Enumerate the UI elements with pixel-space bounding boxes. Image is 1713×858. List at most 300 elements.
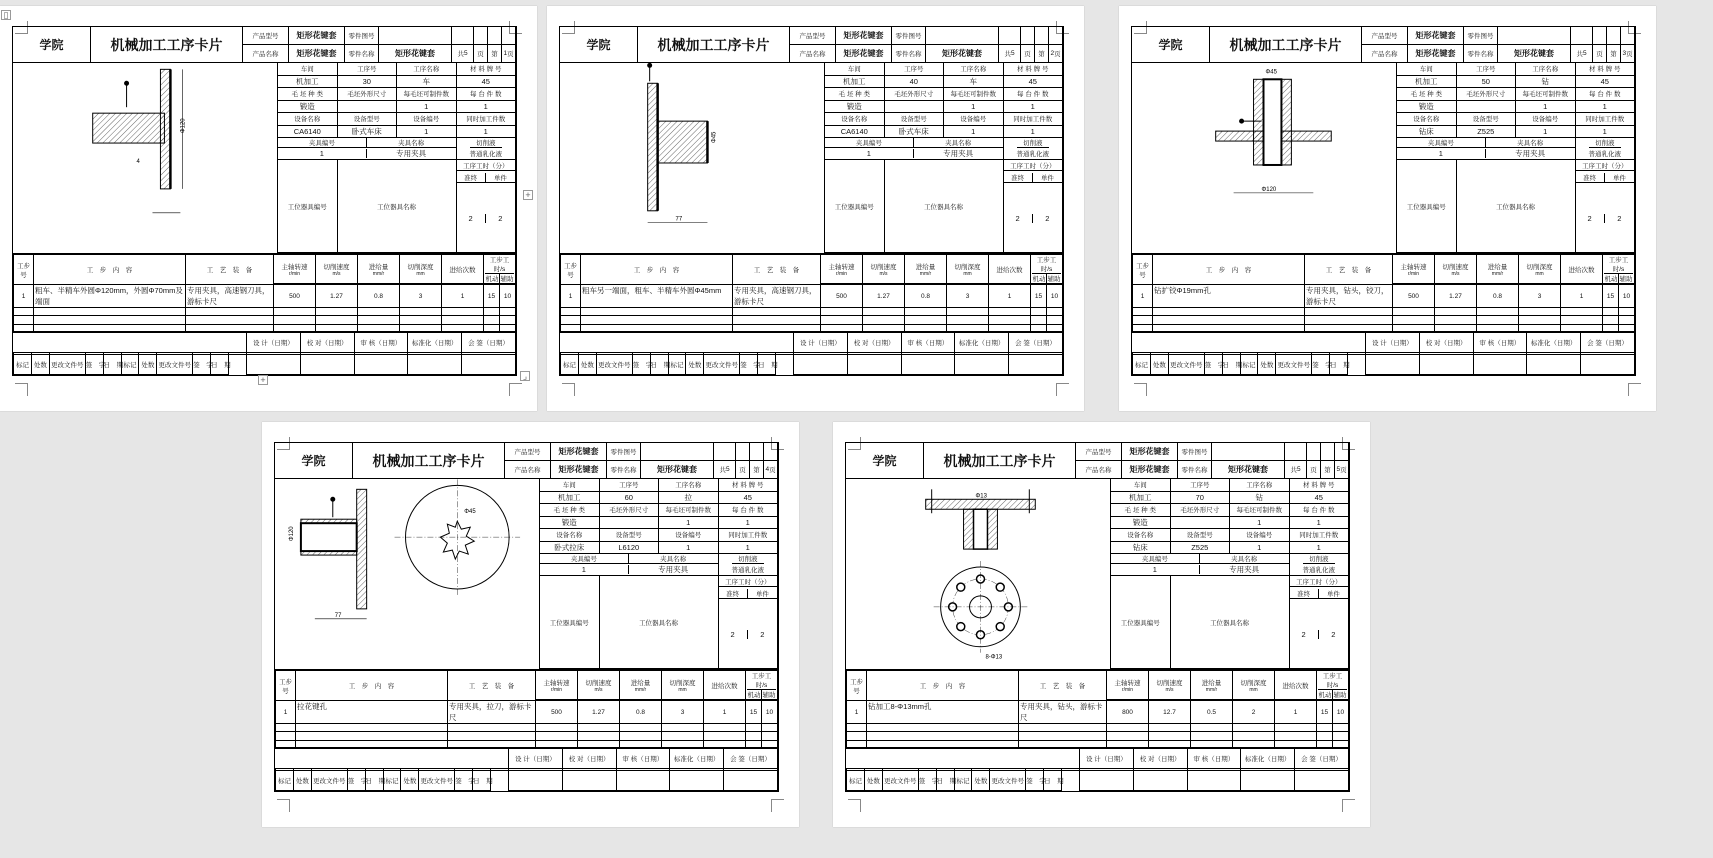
fixture-block	[540, 554, 719, 576]
unit-time: 2	[760, 629, 765, 639]
prep-time: 2	[1576, 214, 1605, 223]
fixture-no-value: 1	[540, 565, 629, 574]
card-header	[560, 27, 1063, 63]
equip-no-value: 1	[1516, 126, 1576, 139]
col-time: 工步工时/s 机动 辅助	[484, 255, 516, 284]
col-step-no: 工步号	[14, 255, 34, 285]
blank-count-value: 1	[397, 101, 457, 114]
crop-mark	[277, 799, 290, 812]
review-date-label: 审 核（日期）	[354, 333, 408, 353]
total-label: 共 5	[1571, 45, 1593, 63]
empty-cell	[488, 27, 502, 45]
step-feed: 0.8	[358, 285, 400, 308]
workshop-label: 车间	[825, 63, 885, 76]
per-unit-label: 每 台 件 数	[457, 88, 517, 101]
process-name-value: 车	[944, 76, 1004, 89]
part-drawing	[846, 479, 1111, 669]
part-name: 矩形花键套	[379, 45, 452, 63]
review-date-label: 审 核（日期）	[616, 749, 670, 769]
table-row	[276, 701, 778, 724]
fixture-block	[825, 138, 1004, 160]
col-equipment: 工 艺 装 备	[1019, 671, 1107, 701]
step-passes: 1	[1275, 701, 1317, 724]
process-name-label: 工序名称	[1516, 63, 1576, 76]
doc-label: 更改文件号	[419, 771, 455, 791]
signature-label: 签 字	[347, 771, 365, 791]
time-label: 工序工时（分）	[457, 161, 516, 171]
fixture-no-label: 夹具编号	[278, 138, 367, 148]
place-label: 处数	[1258, 355, 1276, 375]
mark-label: 标记	[847, 771, 865, 791]
date-label: 日 期	[936, 771, 954, 791]
fixture-name-value: 专用夹具	[396, 149, 427, 158]
blank-type-value: 锻造	[825, 101, 885, 114]
card-title: 机械加工工序卡片	[638, 27, 790, 62]
time-block	[1290, 576, 1350, 669]
page-label: 页	[736, 461, 750, 479]
equip-model-value: Z525	[1457, 126, 1517, 139]
signature-label: 签 字	[1026, 771, 1044, 791]
fixture-no-value: 1	[278, 149, 367, 158]
unit-time: 2	[1617, 213, 1622, 223]
sign-date-label: 会 签（日期）	[1009, 333, 1063, 353]
process-name-value: 钻	[1230, 492, 1290, 505]
school-name: 学院	[1132, 27, 1210, 62]
card-title: 机械加工工序卡片	[1210, 27, 1362, 62]
step-depth: 2	[1233, 701, 1275, 724]
step-speed: 800	[1107, 701, 1149, 724]
equip-model-value: 卧式车床	[338, 126, 398, 139]
signature-label: 签 字	[918, 771, 936, 791]
sheet-label: 第	[1607, 45, 1621, 63]
col-depth: 切削深度 mm	[400, 255, 442, 284]
coolant-label: 切削液	[1589, 138, 1622, 148]
workshop-value: 机加工	[1397, 76, 1457, 89]
coolant-label: 切削液	[1017, 138, 1050, 148]
bolt-hole	[957, 623, 965, 631]
steps-table	[275, 669, 778, 749]
crop-mark	[771, 799, 784, 812]
empty-cell	[714, 443, 736, 461]
blank-type-value: 锻造	[540, 517, 600, 530]
unit-time: 2	[1045, 213, 1050, 223]
blank-size-value	[885, 101, 945, 114]
process-info-grid	[825, 63, 1063, 253]
dim-label: Φ120	[1261, 186, 1277, 193]
part-no-value	[926, 27, 999, 45]
step-content: 拉花键孔	[296, 701, 448, 724]
workshop-value: 机加工	[1111, 492, 1171, 505]
doc-label: 更改文件号	[157, 355, 193, 375]
step-no: 1	[1133, 285, 1153, 308]
standard-date-label: 标准化（日期）	[670, 749, 724, 769]
prep-label: 准终	[1290, 589, 1319, 599]
part-no-label: 零件图号	[345, 27, 379, 45]
unit-label: 单件	[486, 173, 515, 183]
col-step-no: 工步号	[1133, 255, 1153, 285]
blank-count-label: 每毛坯可制件数	[659, 504, 719, 517]
product-name-label: 产品名称	[1076, 461, 1122, 479]
dim-label: 4	[136, 158, 140, 165]
date-label: 日 期	[758, 355, 776, 375]
sheet-label: 第	[750, 461, 764, 479]
check-date-label: 校 对（日期）	[1133, 749, 1187, 769]
empty-cell	[1035, 27, 1049, 45]
per-unit-label: 每 台 件 数	[1004, 88, 1064, 101]
step-tool: 专用夹具，高速钢刀具，游标卡尺	[733, 285, 821, 308]
total-pages: 5	[1582, 50, 1587, 57]
time-label: 工序工时（分）	[1576, 161, 1635, 171]
step-cut: 1.27	[1435, 285, 1477, 308]
table-row	[276, 724, 778, 732]
total-label: 共 5	[714, 461, 736, 479]
col-speed: 主轴转速 r/min	[1393, 255, 1435, 284]
col-equipment: 工 艺 装 备	[186, 255, 274, 285]
check-date-label: 校 对（日期）	[1419, 333, 1473, 353]
part-name-label: 零件名称	[1178, 461, 1212, 479]
product-model-label: 产品型号	[1362, 27, 1408, 45]
product-name: 矩形花键套	[836, 45, 892, 63]
coolant-block	[719, 554, 779, 576]
design-date-label: 设 计（日期）	[508, 749, 562, 769]
empty-cell	[1335, 443, 1349, 461]
place-label: 处数	[972, 771, 990, 791]
bolt-hole	[957, 583, 965, 591]
place-label: 处数	[31, 355, 49, 375]
header-grid	[243, 27, 516, 62]
expand-left-button[interactable]: ▯	[1, 10, 11, 20]
mark-label: 标记	[14, 355, 32, 375]
equip-model-value: L6120	[600, 542, 660, 555]
place-label: 处数	[139, 355, 157, 375]
step-aux: 10	[1619, 285, 1635, 308]
step-machine: 15	[1031, 285, 1047, 308]
mark-label: 标记	[561, 355, 579, 375]
step-aux: 10	[1333, 701, 1349, 724]
mark-label: 标记	[668, 355, 686, 375]
standard-date-label: 标准化（日期）	[1241, 749, 1295, 769]
col-depth: 切削深度 mm	[662, 671, 704, 700]
table-row	[561, 285, 1063, 308]
date-label: 日 期	[1044, 771, 1062, 791]
col-feed: 进给量 mm/r	[620, 671, 662, 700]
blank-size-value	[338, 101, 398, 114]
station-tool-name-label: 工位器具名称	[338, 160, 457, 253]
empty-cell	[1571, 27, 1593, 45]
step-feed: 0.8	[1477, 285, 1519, 308]
empty-cell	[1307, 443, 1321, 461]
product-name: 矩形花键套	[289, 45, 345, 63]
simul-label: 同时加工件数	[457, 113, 517, 126]
equip-model-value: Z525	[1171, 542, 1231, 555]
part-drawing	[275, 479, 540, 669]
step-machine: 15	[746, 701, 762, 724]
station-tool-no-label: 工位器具编号	[1111, 576, 1171, 669]
process-info-grid	[1111, 479, 1349, 669]
blank-count-value: 1	[1516, 101, 1576, 114]
unit-time: 2	[498, 213, 503, 223]
station-tool-no-label: 工位器具编号	[278, 160, 338, 253]
signature-block	[846, 747, 1349, 791]
equip-model-label: 设备型号	[600, 529, 660, 542]
process-no-label: 工序号	[338, 63, 398, 76]
equip-model-value: 卧式车床	[885, 126, 945, 139]
process-name-label: 工序名称	[397, 63, 457, 76]
part-name: 矩形花键套	[641, 461, 714, 479]
empty-cell	[1607, 27, 1621, 45]
dim-label: Φ45	[1265, 69, 1277, 76]
empty-cell	[1593, 27, 1607, 45]
material-label: 材 料 牌 号	[1004, 63, 1064, 76]
school-name: 学院	[560, 27, 638, 62]
simul-label: 同时加工件数	[719, 529, 779, 542]
page-number: 3 页	[1621, 45, 1635, 63]
workshop-label: 车间	[540, 479, 600, 492]
empty-cell	[736, 443, 750, 461]
add-page-right-button[interactable]: +	[523, 190, 533, 200]
part-no-label: 零件图号	[892, 27, 926, 45]
workshop-label: 车间	[278, 63, 338, 76]
check-date-label: 校 对（日期）	[847, 333, 901, 353]
fixture-block	[1111, 554, 1290, 576]
part-drawing	[13, 63, 278, 253]
standard-date-label: 标准化（日期）	[408, 333, 462, 353]
col-speed: 主轴转速 r/min	[821, 255, 863, 284]
part-no-value	[1212, 443, 1285, 461]
step-tool: 专用夹具，拉刀，游标卡尺	[448, 701, 536, 724]
equip-model-label: 设备型号	[885, 113, 945, 126]
date-label: 日 期	[211, 355, 229, 375]
page-label: 页	[474, 45, 488, 63]
blank-count-value: 1	[1230, 517, 1290, 530]
page-number: 4 页	[764, 461, 778, 479]
equip-model-label: 设备型号	[1171, 529, 1231, 542]
crop-mark	[15, 383, 28, 396]
product-name-label: 产品名称	[1362, 45, 1408, 63]
process-card	[274, 442, 779, 792]
standard-date-label: 标准化（日期）	[955, 333, 1009, 353]
part-name: 矩形花键套	[926, 45, 999, 63]
col-step-no: 工步号	[561, 255, 581, 285]
blank-type-label: 毛 坯 种 类	[540, 504, 600, 517]
fixture-name-label: 夹具名称	[367, 138, 456, 148]
signature-block	[275, 747, 778, 791]
mark-label: 标记	[383, 771, 401, 791]
process-name-label: 工序名称	[1230, 479, 1290, 492]
step-content: 粗车另一端面，粗车、半精车外圆Φ45mm	[581, 285, 733, 308]
station-tool-no-label: 工位器具编号	[825, 160, 885, 253]
empty-cell	[1285, 443, 1307, 461]
step-cut: 1.27	[578, 701, 620, 724]
equip-name-value: CA6140	[825, 126, 885, 139]
blank-size-value	[600, 517, 660, 530]
fixture-no-label: 夹具编号	[1397, 138, 1486, 148]
part-no-label: 零件图号	[1464, 27, 1498, 45]
doc-label: 更改文件号	[49, 355, 85, 375]
card-header	[13, 27, 516, 63]
empty-cell	[502, 27, 516, 45]
col-equipment: 工 艺 装 备	[733, 255, 821, 285]
signature-label: 签 字	[1312, 355, 1330, 375]
prep-label: 准终	[1576, 173, 1605, 183]
date-label: 日 期	[650, 355, 668, 375]
col-passes: 进给次数	[1561, 255, 1603, 284]
col-feed: 进给量 mm/r	[358, 255, 400, 284]
equip-name-value: 钻床	[1111, 542, 1171, 555]
col-content: 工 步 内 容	[1153, 255, 1305, 285]
page-number: 5 页	[1335, 461, 1349, 479]
signature-label: 签 字	[740, 355, 758, 375]
material-value: 45	[719, 492, 779, 505]
dim-label: Φ45	[464, 509, 476, 516]
total-pages: 5	[725, 466, 730, 473]
header-grid	[505, 443, 778, 478]
simul-value: 1	[719, 542, 779, 555]
table-row	[14, 308, 516, 316]
blank-type-label: 毛 坯 种 类	[825, 88, 885, 101]
signature-block	[560, 331, 1063, 375]
table-row	[276, 732, 778, 740]
product-model-label: 产品型号	[790, 27, 836, 45]
col-feed: 进给量 mm/r	[1477, 255, 1519, 284]
station-tool-name-label: 工位器具名称	[1457, 160, 1576, 253]
blank-type-label: 毛 坯 种 类	[278, 88, 338, 101]
dim-label: Φ13	[975, 493, 987, 500]
equip-no-value: 1	[397, 126, 457, 139]
total-pages: 5	[1010, 50, 1015, 57]
prep-time: 2	[1290, 630, 1319, 639]
col-depth: 切削深度 mm	[947, 255, 989, 284]
per-unit-label: 每 台 件 数	[719, 504, 779, 517]
table-row	[561, 316, 1063, 324]
col-cut: 切削速度 m/s	[1435, 255, 1477, 284]
document-page-4	[262, 422, 799, 827]
sheet-label: 第	[1321, 461, 1335, 479]
process-no-value: 40	[885, 76, 945, 89]
process-no-value: 60	[600, 492, 660, 505]
per-unit-value: 1	[1004, 101, 1064, 114]
fixture-no-label: 夹具编号	[1111, 554, 1200, 564]
signature-block	[1132, 331, 1635, 375]
station-tool-name-label: 工位器具名称	[600, 576, 719, 669]
process-no-value: 30	[338, 76, 398, 89]
dim-label: 77	[334, 612, 342, 619]
step-depth: 3	[947, 285, 989, 308]
unit-label: 单件	[1033, 173, 1062, 183]
time-block	[1576, 160, 1636, 253]
col-cut: 切削速度 m/s	[316, 255, 358, 284]
document-page-5	[833, 422, 1370, 827]
process-name-label: 工序名称	[659, 479, 719, 492]
simul-value: 1	[1004, 126, 1064, 139]
workshop-value: 机加工	[825, 76, 885, 89]
part-drawing	[560, 63, 825, 253]
simul-value: 1	[1576, 126, 1636, 139]
simul-label: 同时加工件数	[1576, 113, 1636, 126]
product-model-label: 产品型号	[1076, 443, 1122, 461]
school-name: 学院	[13, 27, 91, 62]
blank-count-value: 1	[944, 101, 1004, 114]
step-passes: 1	[1561, 285, 1603, 308]
equip-no-label: 设备编号	[1230, 529, 1290, 542]
part-no-value	[379, 27, 452, 45]
col-cut: 切削速度 m/s	[863, 255, 905, 284]
part-no-value	[1498, 27, 1571, 45]
table-row	[14, 316, 516, 324]
place-label: 处数	[686, 355, 704, 375]
col-time: 工步工时/s 机动 辅助	[1317, 671, 1349, 700]
table-row	[1133, 285, 1635, 308]
design-date-label: 设 计（日期）	[1365, 333, 1419, 353]
sign-date-label: 会 签（日期）	[1295, 749, 1349, 769]
col-passes: 进给次数	[704, 671, 746, 700]
empty-cell	[764, 443, 778, 461]
step-tool: 专用夹具，钻头，游标卡尺	[1019, 701, 1107, 724]
process-info-grid	[1397, 63, 1635, 253]
equip-model-label: 设备型号	[338, 113, 398, 126]
date-label: 日 期	[103, 355, 121, 375]
header-grid	[1076, 443, 1349, 478]
simul-value: 1	[1290, 542, 1350, 555]
part-name: 矩形花键套	[1212, 461, 1285, 479]
equip-no-label: 设备编号	[397, 113, 457, 126]
col-depth: 切削深度 mm	[1233, 671, 1275, 700]
product-name-label: 产品名称	[790, 45, 836, 63]
step-passes: 1	[989, 285, 1031, 308]
doc-label: 更改文件号	[882, 771, 918, 791]
page-label: 页	[1307, 461, 1321, 479]
equip-name-label: 设备名称	[1111, 529, 1171, 542]
review-date-label: 审 核（日期）	[901, 333, 955, 353]
place-label: 处数	[578, 355, 596, 375]
step-aux: 10	[500, 285, 516, 308]
simul-value: 1	[457, 126, 517, 139]
step-machine: 15	[1603, 285, 1619, 308]
step-feed: 0.5	[1191, 701, 1233, 724]
doc-label: 更改文件号	[990, 771, 1026, 791]
resize-handle-icon[interactable]: ⌟	[520, 371, 530, 381]
product-model: 矩形花键套	[289, 27, 345, 45]
process-no-label: 工序号	[1171, 479, 1231, 492]
per-unit-value: 1	[719, 517, 779, 530]
unit-label: 单件	[1319, 589, 1348, 599]
col-passes: 进给次数	[442, 255, 484, 284]
signature-label: 签 字	[455, 771, 473, 791]
equip-no-label: 设备编号	[659, 529, 719, 542]
doc-label: 更改文件号	[311, 771, 347, 791]
steps-table	[1132, 253, 1635, 333]
document-page-3	[1119, 6, 1656, 411]
equip-no-value: 1	[944, 126, 1004, 139]
fixture-name-label: 夹具名称	[1486, 138, 1575, 148]
total-pages: 5	[1296, 466, 1301, 473]
mark-label: 标记	[954, 771, 972, 791]
equip-no-label: 设备编号	[1516, 113, 1576, 126]
col-speed: 主轴转速 r/min	[536, 671, 578, 700]
fixture-name-label: 夹具名称	[1200, 554, 1289, 564]
part-name-label: 零件名称	[1464, 45, 1498, 63]
empty-cell	[474, 27, 488, 45]
add-page-below-button[interactable]: +	[258, 375, 268, 385]
step-tool: 专用夹具，钻头，铰刀，游标卡尺	[1305, 285, 1393, 308]
part-drawing	[1132, 63, 1397, 253]
material-value: 45	[1004, 76, 1064, 89]
equip-no-value: 1	[1230, 542, 1290, 555]
process-no-value: 50	[1457, 76, 1517, 89]
unit-time: 2	[1331, 629, 1336, 639]
col-equipment: 工 艺 装 备	[1305, 255, 1393, 285]
step-no: 1	[14, 285, 34, 308]
